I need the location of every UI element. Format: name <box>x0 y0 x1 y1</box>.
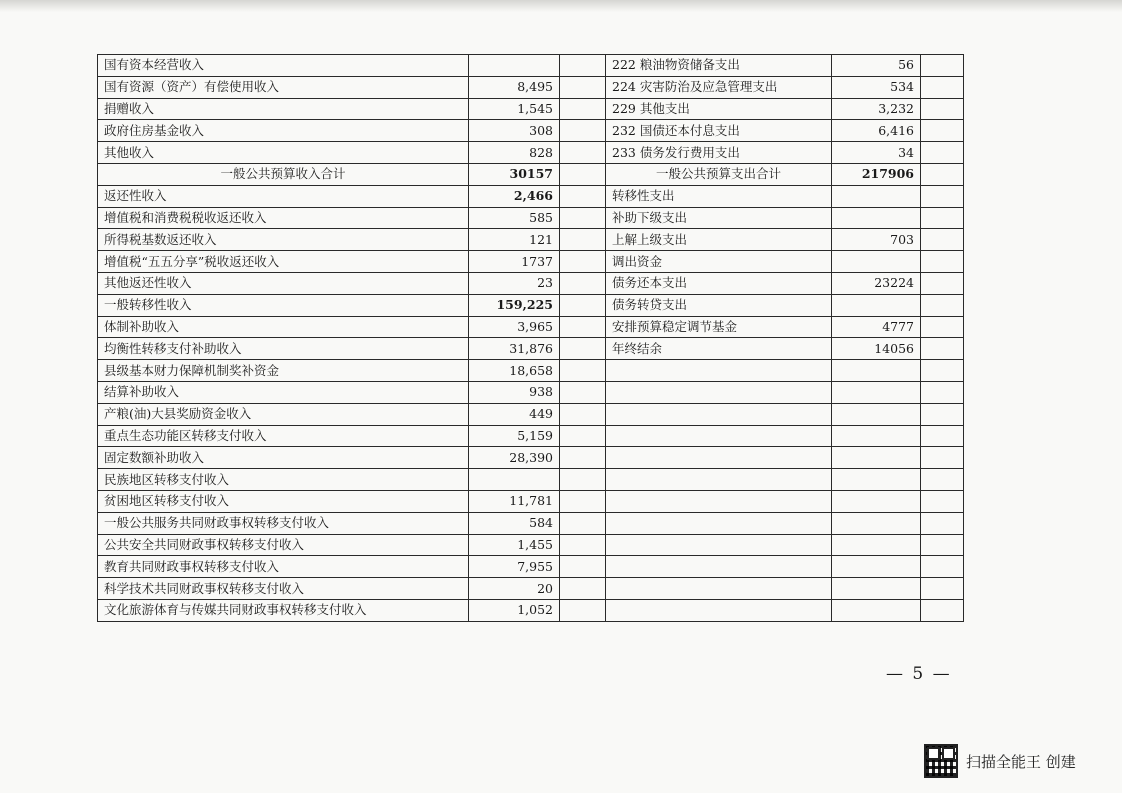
income-item-label: 文化旅游体育与传媒共同财政事权转移支付收入 <box>98 599 469 621</box>
table-row <box>98 163 964 185</box>
income-item-amount <box>469 469 560 491</box>
income-item-amount: 11,781 <box>469 490 560 512</box>
income-item-amount: 159,225 <box>469 294 560 316</box>
income-item-amount: 3,965 <box>469 316 560 338</box>
income-item-amount: 1,455 <box>469 534 560 556</box>
blank-cell <box>560 338 606 360</box>
income-item-label: 教育共同财政事权转移支付收入 <box>98 556 469 578</box>
blank-cell <box>560 185 606 207</box>
expense-item-amount: 14056 <box>832 338 921 360</box>
income-item-amount: 1,052 <box>469 599 560 621</box>
blank-cell <box>921 251 964 273</box>
blank-cell <box>560 534 606 556</box>
table-row <box>98 469 964 491</box>
income-item-label: 县级基本财力保障机制奖补资金 <box>98 360 469 382</box>
expense-item-amount <box>832 512 921 534</box>
blank-cell <box>560 316 606 338</box>
watermark-text: 扫描全能王 创建 <box>966 752 1076 771</box>
expense-item-amount <box>832 534 921 556</box>
income-item-amount: 449 <box>469 403 560 425</box>
blank-cell <box>921 556 964 578</box>
table-row <box>98 490 964 512</box>
expense-item-label <box>606 360 832 382</box>
expense-item-amount <box>832 403 921 425</box>
expense-item-amount <box>832 251 921 273</box>
expense-item-amount <box>832 599 921 621</box>
blank-cell <box>560 425 606 447</box>
table-row <box>98 316 964 338</box>
expense-item-label: 债务还本支出 <box>606 272 832 294</box>
table-row <box>98 251 964 273</box>
blank-cell <box>560 556 606 578</box>
expense-item-label: 年终结余 <box>606 338 832 360</box>
budget-table-body <box>98 55 964 622</box>
table-row <box>98 534 964 556</box>
income-item-amount: 1737 <box>469 251 560 273</box>
expense-item-label: 调出资金 <box>606 251 832 273</box>
expense-item-label <box>606 578 832 600</box>
expense-item-label <box>606 512 832 534</box>
blank-cell <box>921 578 964 600</box>
income-item-amount: 8,495 <box>469 76 560 98</box>
expense-item-amount <box>832 425 921 447</box>
expense-item-amount: 703 <box>832 229 921 251</box>
income-item-label: 贫困地区转移支付收入 <box>98 490 469 512</box>
income-item-amount: 1,545 <box>469 98 560 120</box>
table-row <box>98 578 964 600</box>
blank-cell <box>921 599 964 621</box>
blank-cell <box>921 76 964 98</box>
income-item-label: 产粮(油)大县奖励资金收入 <box>98 403 469 425</box>
table-row <box>98 55 964 77</box>
income-item-label: 一般转移性收入 <box>98 294 469 316</box>
blank-cell <box>560 76 606 98</box>
table-row <box>98 98 964 120</box>
income-item-label: 公共安全共同财政事权转移支付收入 <box>98 534 469 556</box>
expense-item-label: 上解上级支出 <box>606 229 832 251</box>
income-item-label: 科学技术共同财政事权转移支付收入 <box>98 578 469 600</box>
table-row <box>98 207 964 229</box>
table-row <box>98 76 964 98</box>
income-item-label: 固定数额补助收入 <box>98 447 469 469</box>
income-item-amount: 18,658 <box>469 360 560 382</box>
expense-item-label: 补助下级支出 <box>606 207 832 229</box>
blank-cell <box>921 272 964 294</box>
expense-item-label: 233 债务发行费用支出 <box>606 142 832 164</box>
expense-item-amount: 56 <box>832 55 921 77</box>
blank-cell <box>921 447 964 469</box>
income-item-label: 体制补助收入 <box>98 316 469 338</box>
income-item-label: 均衡性转移支付补助收入 <box>98 338 469 360</box>
blank-cell <box>560 490 606 512</box>
blank-cell <box>560 272 606 294</box>
blank-cell <box>560 447 606 469</box>
table-row <box>98 120 964 142</box>
expense-item-label: 222 粮油物资储备支出 <box>606 55 832 77</box>
blank-cell <box>560 469 606 491</box>
income-item-amount: 585 <box>469 207 560 229</box>
expense-item-amount: 23224 <box>832 272 921 294</box>
expense-item-amount: 534 <box>832 76 921 98</box>
expense-item-label: 229 其他支出 <box>606 98 832 120</box>
blank-cell <box>560 207 606 229</box>
blank-cell <box>560 142 606 164</box>
blank-cell <box>560 403 606 425</box>
expense-item-amount: 34 <box>832 142 921 164</box>
expense-item-amount: 4777 <box>832 316 921 338</box>
blank-cell <box>560 578 606 600</box>
table-row <box>98 403 964 425</box>
income-item-label: 增值税和消费税税收返还收入 <box>98 207 469 229</box>
income-item-amount: 938 <box>469 381 560 403</box>
table-row <box>98 360 964 382</box>
expense-item-label <box>606 447 832 469</box>
income-item-label: 其他返还性收入 <box>98 272 469 294</box>
blank-cell <box>921 425 964 447</box>
expense-item-label: 一般公共预算支出合计 <box>606 163 832 185</box>
income-item-label: 增值税“五五分享”税收返还收入 <box>98 251 469 273</box>
expense-item-amount <box>832 447 921 469</box>
expense-item-amount <box>832 294 921 316</box>
table-row <box>98 425 964 447</box>
blank-cell <box>921 294 964 316</box>
expense-item-amount <box>832 469 921 491</box>
blank-cell <box>921 207 964 229</box>
scanner-watermark <box>924 744 1076 778</box>
blank-cell <box>921 316 964 338</box>
expense-item-amount <box>832 360 921 382</box>
expense-item-label: 转移性支出 <box>606 185 832 207</box>
income-item-amount: 2,466 <box>469 185 560 207</box>
blank-cell <box>921 185 964 207</box>
blank-cell <box>560 294 606 316</box>
income-item-label: 国有资源（资产）有偿使用收入 <box>98 76 469 98</box>
blank-cell <box>560 120 606 142</box>
expense-item-label <box>606 556 832 578</box>
income-item-label: 政府住房基金收入 <box>98 120 469 142</box>
expense-item-label <box>606 599 832 621</box>
blank-cell <box>921 512 964 534</box>
blank-cell <box>921 142 964 164</box>
expense-item-label: 债务转贷支出 <box>606 294 832 316</box>
blank-cell <box>560 229 606 251</box>
income-item-label: 结算补助收入 <box>98 381 469 403</box>
blank-cell <box>921 490 964 512</box>
blank-cell <box>921 360 964 382</box>
expense-item-amount <box>832 207 921 229</box>
budget-table <box>97 54 964 622</box>
income-item-amount: 584 <box>469 512 560 534</box>
blank-cell <box>921 120 964 142</box>
income-item-amount: 30157 <box>469 163 560 185</box>
income-item-label: 重点生态功能区转移支付收入 <box>98 425 469 447</box>
blank-cell <box>921 469 964 491</box>
blank-cell <box>560 360 606 382</box>
table-row <box>98 512 964 534</box>
income-item-label: 所得税基数返还收入 <box>98 229 469 251</box>
income-item-amount: 23 <box>469 272 560 294</box>
income-item-amount: 308 <box>469 120 560 142</box>
table-row <box>98 556 964 578</box>
income-item-amount: 5,159 <box>469 425 560 447</box>
expense-item-amount: 6,416 <box>832 120 921 142</box>
blank-cell <box>921 403 964 425</box>
blank-cell <box>921 381 964 403</box>
income-item-amount: 121 <box>469 229 560 251</box>
blank-cell <box>560 55 606 77</box>
expense-item-amount <box>832 185 921 207</box>
table-row <box>98 272 964 294</box>
income-item-label: 一般公共服务共同财政事权转移支付收入 <box>98 512 469 534</box>
blank-cell <box>921 163 964 185</box>
expense-item-amount <box>832 578 921 600</box>
expense-item-label <box>606 534 832 556</box>
expense-item-label: 224 灾害防治及应急管理支出 <box>606 76 832 98</box>
income-item-label: 其他收入 <box>98 142 469 164</box>
expense-item-amount <box>832 381 921 403</box>
table-row <box>98 381 964 403</box>
income-item-amount: 7,955 <box>469 556 560 578</box>
blank-cell <box>560 163 606 185</box>
blank-cell <box>560 251 606 273</box>
expense-item-label <box>606 403 832 425</box>
expense-item-amount <box>832 556 921 578</box>
expense-item-amount: 217906 <box>832 163 921 185</box>
income-item-amount: 31,876 <box>469 338 560 360</box>
income-item-amount: 20 <box>469 578 560 600</box>
table-row <box>98 338 964 360</box>
income-item-label: 民族地区转移支付收入 <box>98 469 469 491</box>
income-item-amount: 828 <box>469 142 560 164</box>
income-item-label: 国有资本经营收入 <box>98 55 469 77</box>
expense-item-label: 232 国债还本付息支出 <box>606 120 832 142</box>
blank-cell <box>560 98 606 120</box>
blank-cell <box>560 512 606 534</box>
expense-item-amount: 3,232 <box>832 98 921 120</box>
page-number: — 5 — <box>886 664 952 684</box>
expense-item-label <box>606 425 832 447</box>
expense-item-label <box>606 469 832 491</box>
table-row <box>98 185 964 207</box>
income-item-label: 捐赠收入 <box>98 98 469 120</box>
blank-cell <box>921 98 964 120</box>
table-row <box>98 229 964 251</box>
blank-cell <box>560 381 606 403</box>
table-row <box>98 447 964 469</box>
blank-cell <box>921 229 964 251</box>
income-item-label: 一般公共预算收入合计 <box>98 163 469 185</box>
blank-cell <box>921 338 964 360</box>
expense-item-amount <box>832 490 921 512</box>
blank-cell <box>921 55 964 77</box>
table-row <box>98 599 964 621</box>
table-row <box>98 142 964 164</box>
scan-edge-shadow <box>0 0 1122 12</box>
table-row <box>98 294 964 316</box>
expense-item-label <box>606 381 832 403</box>
income-item-amount <box>469 55 560 77</box>
blank-cell <box>560 599 606 621</box>
qr-code-icon <box>924 744 958 778</box>
income-item-label: 返还性收入 <box>98 185 469 207</box>
expense-item-label: 安排预算稳定调节基金 <box>606 316 832 338</box>
income-item-amount: 28,390 <box>469 447 560 469</box>
blank-cell <box>921 534 964 556</box>
expense-item-label <box>606 490 832 512</box>
